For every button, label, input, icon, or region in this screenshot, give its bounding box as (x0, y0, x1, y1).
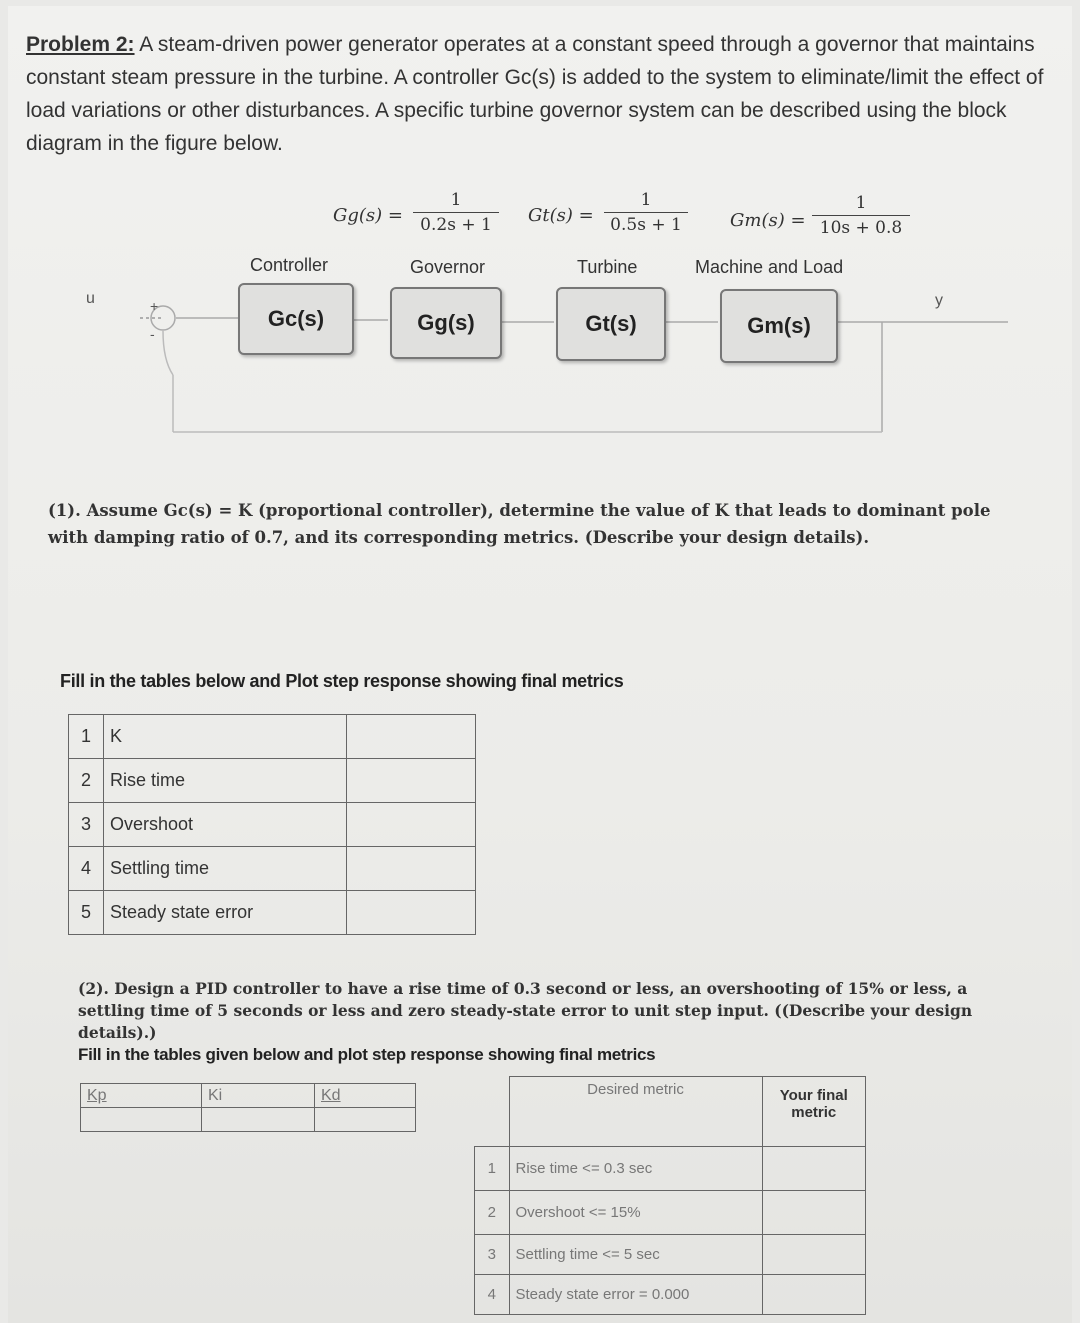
problem-text: A steam-driven power generator operates at a constant speed through a governor that maintains constant steam pressure in the turbine. A controller Gc(s) is added to the system to eliminate/limit the effect of load variations or other disturbances. A specific turbine governor system can be described using the block diagram in the figure below. (26, 33, 1044, 155)
ki-header: Ki (202, 1084, 315, 1108)
sum-minus-sign: - (150, 326, 155, 342)
ki-value-cell[interactable] (202, 1108, 315, 1132)
output-signal-label: y (935, 292, 943, 309)
question-2-text: (2). Design a PID controller to have a rise time of 0.3 second or less, an overshooting of 15% or less, a settling time of 5 seconds or less and zero steady-state error to unit step input. ((Describe your design details).) (78, 979, 973, 1042)
answer-cell[interactable] (347, 803, 476, 847)
machine-tf-denominator: 10s + 0.8 (819, 218, 903, 238)
row-label: K (104, 715, 347, 759)
question-1-instruction: Fill in the tables below and Plot step response showing final metrics (60, 671, 624, 691)
final-metric-cell[interactable] (762, 1235, 866, 1275)
machine-load-label: Machine and Load (695, 257, 844, 277)
question-2-instruction: Fill in the tables given below and plot step response showing final metrics (78, 1045, 656, 1064)
question-1-table (68, 714, 476, 935)
desired-metric: Rise time <= 0.3 sec (509, 1147, 762, 1191)
final-metric-cell[interactable] (762, 1275, 866, 1315)
table-row (475, 1275, 866, 1315)
table-row (69, 891, 476, 935)
turbine-label: Turbine (577, 257, 638, 277)
table-row (69, 803, 476, 847)
row-label: Overshoot (104, 803, 347, 847)
row-number: 1 (475, 1147, 510, 1191)
answer-cell[interactable] (347, 759, 476, 803)
final-metric-cell[interactable] (762, 1191, 866, 1235)
answer-cell[interactable] (347, 891, 476, 935)
row-number: 4 (69, 847, 104, 891)
desired-metric: Steady state error = 0.000 (509, 1275, 762, 1315)
table-row (475, 1077, 866, 1147)
answer-cell[interactable] (347, 715, 476, 759)
problem-label: Problem 2: (26, 33, 135, 56)
turbine-tf-lhs: Gt(s) = (528, 205, 594, 226)
governor-block (390, 287, 502, 359)
machine-load-block (720, 289, 838, 363)
machine-tf-lhs: Gm(s) = (730, 210, 806, 231)
kd-header: Kd (315, 1084, 416, 1108)
table-row (69, 715, 476, 759)
governor-tf-numerator: 1 (413, 190, 499, 213)
turbine-tf-numerator: 1 (604, 190, 688, 213)
input-signal-label: u (86, 290, 95, 307)
row-number: 2 (69, 759, 104, 803)
controller-block-label: Gc(s) (267, 306, 325, 331)
governor-label: Governor (410, 257, 486, 277)
table-row (475, 1235, 866, 1275)
governor-tf-denominator: 0.2s + 1 (420, 215, 492, 235)
row-number: 1 (69, 715, 104, 759)
desired-metric: Overshoot <= 15% (509, 1191, 762, 1235)
table-row (69, 847, 476, 891)
feedback-curve (163, 331, 173, 375)
table-row (81, 1084, 416, 1108)
kp-value-cell[interactable] (81, 1108, 202, 1132)
kd-value-cell[interactable] (315, 1108, 416, 1132)
table-row (475, 1191, 866, 1235)
pid-gains-table (80, 1083, 416, 1132)
row-number: 4 (475, 1275, 510, 1315)
table-row (81, 1108, 416, 1132)
desired-metric-header: Desired metric (509, 1077, 762, 1147)
final-metric-cell[interactable] (762, 1147, 866, 1191)
row-number: 3 (475, 1235, 510, 1275)
row-label: Steady state error (104, 891, 347, 935)
machine-block-label: Gm(s) (747, 313, 811, 338)
question-1-text: (1). Assume Gc(s) = K (proportional controller), determine the value of K that leads to dominant pole with damping ratio of 0.7, and its corresponding metrics. (Describe your design details). (48, 501, 991, 547)
turbine-block (556, 287, 666, 361)
turbine-block-label: Gt(s) (585, 311, 637, 336)
final-metric-header: Your final metric (762, 1077, 866, 1147)
controller-block (238, 283, 354, 355)
row-number: 2 (475, 1191, 510, 1235)
answer-cell[interactable] (347, 847, 476, 891)
kp-header: Kp (81, 1084, 202, 1108)
row-label: Rise time (104, 759, 347, 803)
table-row (69, 759, 476, 803)
pid-metrics-table (474, 1076, 866, 1315)
sum-plus-sign: + (150, 298, 159, 314)
governor-tf-lhs: Gg(s) = (333, 205, 403, 226)
row-label: Settling time (104, 847, 347, 891)
row-number: 3 (69, 803, 104, 847)
desired-metric: Settling time <= 5 sec (509, 1235, 762, 1275)
diagram-wiring (0, 0, 1080, 480)
machine-tf-numerator: 1 (812, 193, 910, 216)
governor-block-label: Gg(s) (417, 310, 475, 335)
table-row (475, 1147, 866, 1191)
row-number: 5 (69, 891, 104, 935)
controller-label: Controller (250, 255, 329, 275)
turbine-tf-denominator: 0.5s + 1 (610, 215, 682, 235)
